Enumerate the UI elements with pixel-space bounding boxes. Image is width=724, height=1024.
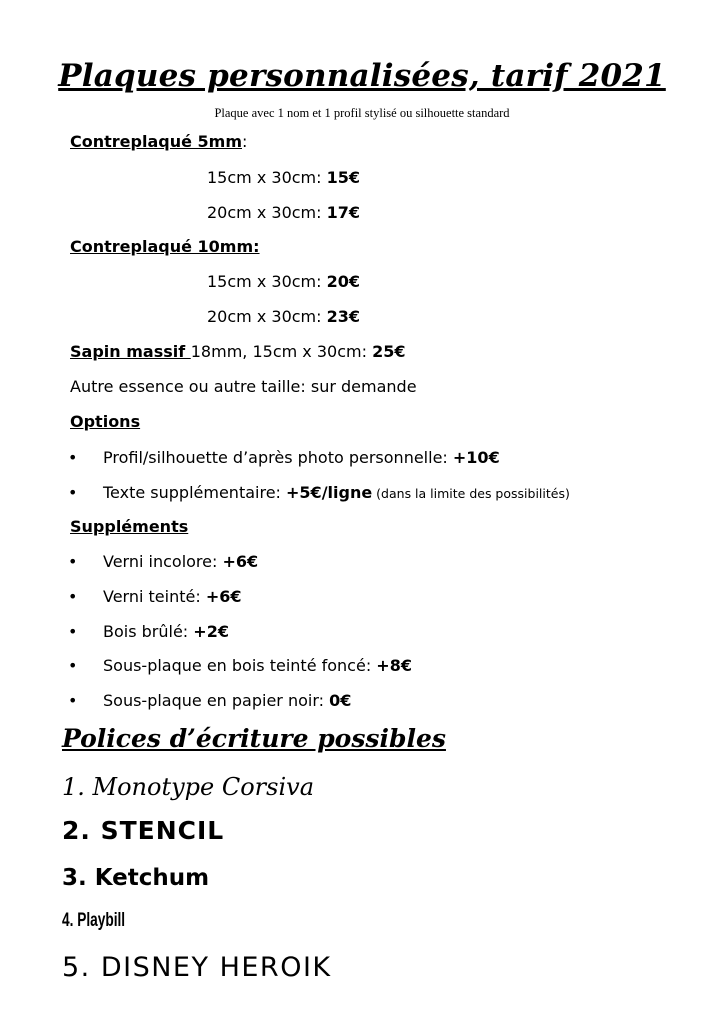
item-price: +6€ (205, 587, 242, 606)
bullet-icon: • (68, 483, 78, 502)
list-item (68, 587, 241, 606)
item-price: +2€ (193, 622, 229, 641)
price-value: 23€ (326, 307, 361, 326)
list-item (68, 622, 229, 641)
autre-line: Autre essence ou autre taille: sur demande (70, 377, 417, 396)
size-label: 15cm x 30cm: (207, 168, 327, 187)
page-subtitle: Plaque avec 1 nom et 1 profil stylisé ou silhouette standard (214, 106, 510, 120)
item-price: 0€ (329, 691, 352, 710)
item-price: +8€ (376, 656, 412, 675)
item-note: (dans la limite des possibilités) (372, 486, 570, 501)
price-row (207, 203, 360, 222)
sapin-row (70, 342, 405, 361)
price-value: 17€ (326, 203, 361, 222)
size-label: 20cm x 30cm: (207, 307, 327, 326)
list-item (68, 691, 351, 710)
item-text: Bois brûlé: (103, 622, 194, 641)
item-price: +5€/ligne (286, 483, 373, 502)
price-row (207, 272, 360, 291)
price-value: 15€ (326, 168, 361, 187)
bullet-icon: • (68, 656, 78, 675)
section-heading: Contreplaqué 10mm: (70, 237, 260, 256)
section-options (70, 412, 140, 431)
bullet-icon: • (68, 552, 78, 571)
bullet-icon: • (68, 691, 78, 710)
price-value: 25€ (372, 342, 406, 361)
font-sample-stencil: 2. STENCIL (62, 816, 225, 845)
section-supplements (70, 517, 188, 536)
bullet-icon: • (68, 622, 78, 641)
sapin-detail: 18mm, 15cm x 30cm: (190, 342, 373, 361)
price-row (207, 307, 360, 326)
section-heading: Contreplaqué 5mm (70, 132, 242, 151)
price-value: 20€ (326, 272, 361, 291)
section-heading: Suppléments (70, 517, 189, 536)
size-label: 20cm x 30cm: (207, 203, 327, 222)
section-heading: Options (70, 412, 141, 431)
font-sample-corsiva: 1. Monotype Corsiva (62, 773, 314, 801)
fonts-heading: Polices d’écriture possibles (62, 724, 446, 753)
section-contreplaque-5mm (70, 132, 247, 151)
item-price: +10€ (452, 448, 500, 467)
item-text: Texte supplémentaire: (103, 483, 287, 502)
price-row (207, 168, 360, 187)
sapin-label: Sapin massif (70, 342, 191, 361)
size-label: 15cm x 30cm: (207, 272, 327, 291)
list-item (68, 656, 412, 675)
item-price: +6€ (222, 552, 259, 571)
heading-colon: : (242, 132, 248, 151)
list-item (68, 483, 570, 502)
item-text: Sous-plaque en bois teinté foncé: (103, 656, 377, 675)
list-item (68, 448, 500, 467)
section-contreplaque-10mm (70, 237, 260, 256)
bullet-icon: • (68, 587, 78, 606)
item-text: Profil/silhouette d’après photo personnelle: (103, 448, 453, 467)
font-sample-disney-heroik: 5. DISNEY HEROIK (62, 952, 332, 983)
item-text: Verni incolore: (103, 552, 223, 571)
bullet-icon: • (68, 448, 78, 467)
item-text: Verni teinté: (103, 587, 206, 606)
font-sample-playbill: 4. Playbill (62, 910, 126, 931)
item-text: Sous-plaque en papier noir: (103, 691, 330, 710)
page-title: Plaques personnalisées, tarif 2021 (58, 58, 666, 94)
font-sample-ketchum: 3. Ketchum (62, 865, 210, 891)
list-item (68, 552, 258, 571)
